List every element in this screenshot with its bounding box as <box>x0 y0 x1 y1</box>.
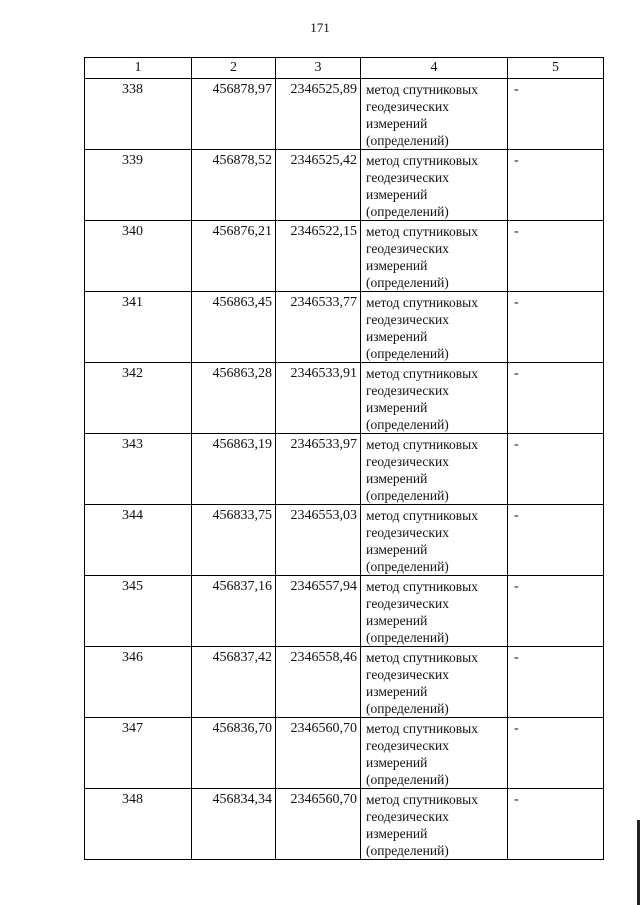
x-coordinate-cell-text: 456833,75 <box>212 508 272 523</box>
point-number-cell-text: 347 <box>122 721 143 736</box>
y-coordinate-cell-text: 2346560,70 <box>290 792 357 807</box>
table-row <box>85 789 604 860</box>
x-coordinate-cell <box>192 576 276 647</box>
x-coordinate-cell-text: 456863,45 <box>212 295 272 310</box>
x-coordinate-cell-text: 456837,16 <box>212 579 272 594</box>
y-coordinate-cell <box>276 79 361 150</box>
point-number-cell-text: 341 <box>122 295 143 310</box>
note-cell-text: - <box>514 82 519 97</box>
method-cell-text: метод спутниковых геодезических измерений (определений) <box>366 650 478 716</box>
note-cell <box>508 79 604 150</box>
method-cell-text: метод спутниковых геодезических измерений (определений) <box>366 792 478 858</box>
method-cell <box>361 789 508 860</box>
table-row <box>85 221 604 292</box>
y-coordinate-cell-text: 2346533,97 <box>290 437 357 452</box>
y-coordinate-cell <box>276 505 361 576</box>
note-cell <box>508 718 604 789</box>
x-coordinate-cell <box>192 363 276 434</box>
method-cell-text: метод спутниковых геодезических измерений (определений) <box>366 579 478 645</box>
method-cell <box>361 505 508 576</box>
point-number-cell <box>85 647 192 718</box>
note-cell <box>508 647 604 718</box>
point-number-cell-text: 343 <box>122 437 143 452</box>
y-coordinate-cell <box>276 789 361 860</box>
column-header-5: 5 <box>508 58 604 79</box>
method-cell-text: метод спутниковых геодезических измерений (определений) <box>366 153 478 219</box>
point-number-cell <box>85 505 192 576</box>
point-number-cell <box>85 150 192 221</box>
note-cell-text: - <box>514 508 519 523</box>
y-coordinate-cell <box>276 292 361 363</box>
method-cell-text: метод спутниковых геодезических измерений (определений) <box>366 295 478 361</box>
table-row <box>85 505 604 576</box>
point-number-cell-text: 342 <box>122 366 143 381</box>
method-cell-text: метод спутниковых геодезических измерений (определений) <box>366 437 478 503</box>
method-cell <box>361 221 508 292</box>
method-cell-text: метод спутниковых геодезических измерений (определений) <box>366 224 478 290</box>
method-cell <box>361 79 508 150</box>
x-coordinate-cell <box>192 221 276 292</box>
point-number-cell <box>85 363 192 434</box>
note-cell-text: - <box>514 153 519 168</box>
point-number-cell-text: 345 <box>122 579 143 594</box>
x-coordinate-cell-text: 456878,97 <box>212 82 272 97</box>
y-coordinate-cell-text: 2346522,15 <box>290 224 357 239</box>
y-coordinate-cell <box>276 576 361 647</box>
method-cell <box>361 150 508 221</box>
y-coordinate-cell <box>276 647 361 718</box>
y-coordinate-cell <box>276 718 361 789</box>
y-coordinate-cell-text: 2346533,91 <box>290 366 357 381</box>
column-header-1: 1 <box>85 58 192 79</box>
y-coordinate-cell-text: 2346557,94 <box>290 579 357 594</box>
table-header-row <box>85 58 604 79</box>
x-coordinate-cell <box>192 647 276 718</box>
x-coordinate-cell-text: 456863,19 <box>212 437 272 452</box>
x-coordinate-cell-text: 456878,52 <box>212 153 272 168</box>
x-coordinate-cell <box>192 505 276 576</box>
point-number-cell-text: 339 <box>122 153 143 168</box>
table-row <box>85 718 604 789</box>
point-number-cell-text: 344 <box>122 508 143 523</box>
note-cell-text: - <box>514 721 519 736</box>
note-cell <box>508 221 604 292</box>
note-cell-text: - <box>514 366 519 381</box>
column-header-3: 3 <box>276 58 361 79</box>
point-number-cell <box>85 576 192 647</box>
y-coordinate-cell-text: 2346560,70 <box>290 721 357 736</box>
x-coordinate-cell <box>192 79 276 150</box>
y-coordinate-cell-text: 2346553,03 <box>290 508 357 523</box>
table-row <box>85 150 604 221</box>
y-coordinate-cell-text: 2346525,42 <box>290 153 357 168</box>
point-number-cell-text: 346 <box>122 650 143 665</box>
note-cell <box>508 576 604 647</box>
x-coordinate-cell-text: 456876,21 <box>212 224 272 239</box>
method-cell-text: метод спутниковых геодезических измерений (определений) <box>366 366 478 432</box>
point-number-cell <box>85 221 192 292</box>
note-cell-text: - <box>514 295 519 310</box>
x-coordinate-cell-text: 456834,34 <box>212 792 272 807</box>
method-cell-text: метод спутниковых геодезических измерений (определений) <box>366 82 478 148</box>
table-row <box>85 363 604 434</box>
note-cell-text: - <box>514 650 519 665</box>
note-cell-text: - <box>514 579 519 594</box>
note-cell-text: - <box>514 224 519 239</box>
method-cell-text: метод спутниковых геодезических измерений (определений) <box>366 721 478 787</box>
y-coordinate-cell <box>276 150 361 221</box>
point-number-cell-text: 340 <box>122 224 143 239</box>
y-coordinate-cell-text: 2346525,89 <box>290 82 357 97</box>
point-number-cell <box>85 79 192 150</box>
note-cell <box>508 292 604 363</box>
point-number-cell <box>85 292 192 363</box>
x-coordinate-cell-text: 456863,28 <box>212 366 272 381</box>
table-row <box>85 79 604 150</box>
y-coordinate-cell-text: 2346558,46 <box>290 650 357 665</box>
note-cell <box>508 789 604 860</box>
method-cell <box>361 292 508 363</box>
x-coordinate-cell <box>192 789 276 860</box>
note-cell <box>508 505 604 576</box>
x-coordinate-cell <box>192 434 276 505</box>
column-header-2: 2 <box>192 58 276 79</box>
note-cell <box>508 150 604 221</box>
table-row <box>85 292 604 363</box>
x-coordinate-cell-text: 456836,70 <box>212 721 272 736</box>
x-coordinate-cell <box>192 292 276 363</box>
method-cell <box>361 718 508 789</box>
column-header-4: 4 <box>361 58 508 79</box>
table-row <box>85 647 604 718</box>
note-cell-text: - <box>514 792 519 807</box>
method-cell <box>361 576 508 647</box>
method-cell <box>361 434 508 505</box>
method-cell <box>361 363 508 434</box>
y-coordinate-cell-text: 2346533,77 <box>290 295 357 310</box>
note-cell <box>508 434 604 505</box>
table-row <box>85 576 604 647</box>
y-coordinate-cell <box>276 363 361 434</box>
method-cell <box>361 647 508 718</box>
point-number-cell <box>85 718 192 789</box>
x-coordinate-cell <box>192 718 276 789</box>
y-coordinate-cell <box>276 434 361 505</box>
note-cell <box>508 363 604 434</box>
coordinates-table <box>84 57 604 860</box>
point-number-cell <box>85 789 192 860</box>
x-coordinate-cell <box>192 150 276 221</box>
point-number-cell-text: 348 <box>122 792 143 807</box>
x-coordinate-cell-text: 456837,42 <box>212 650 272 665</box>
table-body <box>85 79 604 860</box>
method-cell-text: метод спутниковых геодезических измерений (определений) <box>366 508 478 574</box>
point-number-cell-text: 338 <box>122 82 143 97</box>
page-number: 171 <box>310 20 330 35</box>
note-cell-text: - <box>514 437 519 452</box>
point-number-cell <box>85 434 192 505</box>
y-coordinate-cell <box>276 221 361 292</box>
table-row <box>85 434 604 505</box>
